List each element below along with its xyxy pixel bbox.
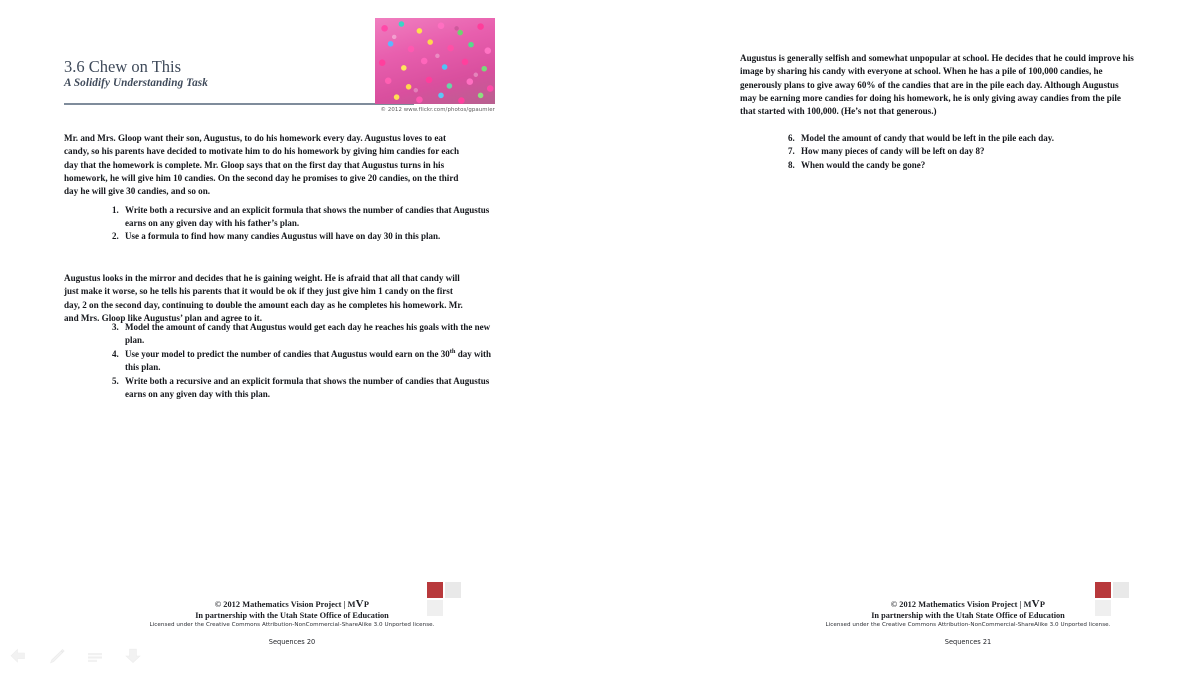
- footer-partnership: In partnership with the Utah State Office of Education: [195, 611, 389, 620]
- question-list-right-1: [780, 132, 1180, 172]
- footer-license: Licensed under the Creative Commons Attribution-NonCommercial-ShareAlike 3.0 Unported license.: [149, 622, 435, 628]
- list-item: 6. Model the amount of candy that would be left in the pile each day.: [797, 132, 1180, 145]
- pencil-icon[interactable]: [46, 645, 68, 667]
- title-divider: [64, 103, 414, 105]
- bottom-toolbar: [8, 642, 144, 670]
- footer-copyright: [42, 598, 542, 610]
- footer-mvp-mark: MVP: [1023, 598, 1046, 610]
- download-arrow-icon[interactable]: [122, 645, 144, 667]
- list-item: 1. Write both a recursive and an explicit formula that shows the number of candies that Augustus earns on any given day with his father’s plan.: [121, 204, 504, 230]
- page-footer-right: [718, 598, 1200, 646]
- page-footer-left: [42, 598, 542, 646]
- paragraph-left-2: [64, 272, 468, 325]
- list-item: 7. How many pieces of candy will be left on day 8?: [797, 145, 1180, 158]
- back-arrow-icon[interactable]: [8, 645, 30, 667]
- logo-square-red: [427, 582, 443, 598]
- document-page-right[interactable]: [718, 0, 1200, 660]
- footer-license: Licensed under the Creative Commons Attribution-NonCommercial-ShareAlike 3.0 Unported license.: [825, 622, 1111, 628]
- page-right-body: [718, 0, 1200, 660]
- candy-photo-credit: © 2012 www.flickr.com/photos/gpaumier: [380, 107, 495, 113]
- candy-photo-image: [375, 18, 495, 104]
- footer-partnership: In partnership with the Utah State Office of Education: [871, 611, 1065, 620]
- paragraph-text: Augustus looks in the mirror and decides that he is gaining weight. He is afraid that all that candy will just make it worse, so he tells his parents that it would be ok if they just give him 1 candy on the first day, 2 on the second day, continuing to double the amount each day as he completes his homework. Mr. and Mrs. Gloop like Augustus’ plan and agree to it.: [64, 273, 463, 324]
- list-item: 3. Model the amount of candy that Augustus would get each day he reaches his goals with the new plan.: [121, 321, 504, 347]
- logo-square-gray-1: [1113, 582, 1129, 598]
- list-item: [121, 347, 504, 374]
- page-left-body: [42, 0, 542, 660]
- question-list-left-2: [104, 321, 504, 401]
- question-list-left-1: [104, 204, 504, 244]
- list-item: 2. Use a formula to find how many candies Augustus will have on day 30 in this plan.: [121, 230, 504, 243]
- text-lines-icon[interactable]: [84, 645, 106, 667]
- footer-page-number: Sequences 21: [944, 638, 992, 646]
- paragraph-right-1: [740, 52, 1136, 119]
- document-page-left[interactable]: [42, 0, 542, 660]
- footer-page-number: Sequences 20: [268, 638, 316, 646]
- footer-copyright-text: © 2012 Mathematics Vision Project |: [214, 600, 348, 609]
- paragraph-text: Augustus is generally selfish and somewhat unpopular at school. He decides that he could improve his image by sharing his candy with everyone at school. When he has a pile of 100,000 candies, he generously plans to give away 60% of the candies that are in the pile each day. Although Augustus may be earning more candies for doing his homework, he is only giving away candies from the pile that started with 100,000. (He’s not that generous.): [740, 53, 1134, 117]
- footer-copyright: [718, 598, 1200, 610]
- page-subtitle: A Solidify Understanding Task: [64, 77, 208, 90]
- footer-mvp-mark: MVP: [347, 598, 370, 610]
- ordinal-suffix: th: [449, 348, 456, 356]
- list-item-text-a: Use your model to predict the number of candies that Augustus would earn on the 30: [125, 349, 450, 360]
- logo-square-red: [1095, 582, 1111, 598]
- list-item: 8. When would the candy be gone?: [797, 159, 1180, 172]
- list-item-text-b: day with this plan.: [125, 349, 491, 373]
- page-title: 3.6 Chew on This: [64, 57, 182, 76]
- candy-photo-block: [375, 18, 495, 113]
- paragraph-left-1: [64, 132, 468, 199]
- footer-copyright-text: © 2012 Mathematics Vision Project |: [890, 600, 1024, 609]
- logo-square-gray-1: [445, 582, 461, 598]
- list-item: 5. Write both a recursive and an explicit formula that shows the number of candies that Augustus earns on any given day with this plan.: [121, 375, 504, 401]
- paragraph-text: Mr. and Mrs. Gloop want their son, Augustus, to do his homework every day. Augustus loves to eat candy, so his parents have decided to motivate him to do his homework by giving him candies for each day that the homework is complete. Mr. Gloop says that on the first day that Augustus turns in his homework, he will give him 10 candies. On the second day he promises to give 20 candies, on the third day he will give 30 candies, and so on.: [64, 133, 460, 197]
- task-title-block: [64, 58, 394, 89]
